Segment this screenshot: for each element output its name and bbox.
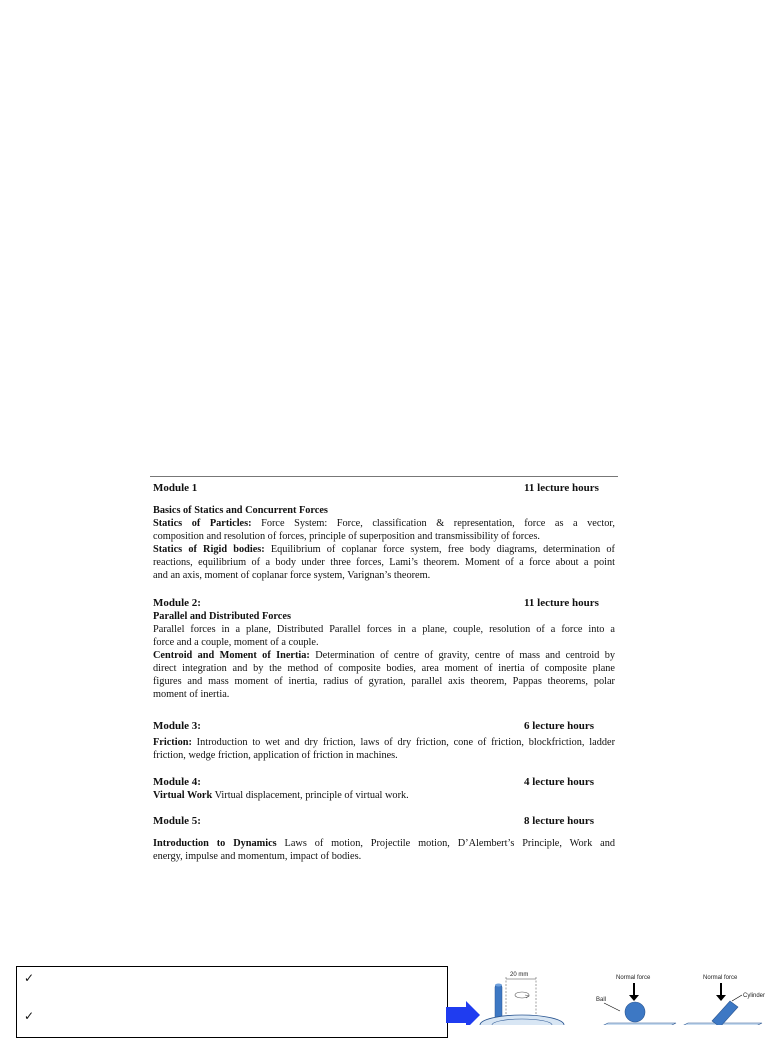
module-3-hours: 6 lecture hours xyxy=(524,720,595,732)
module-3-para-1-line-2: friction, wedge friction, application of friction in machines. xyxy=(153,750,398,761)
module-2-para-2-text: Determination of centre of gravity, centre of mass and centroid by xyxy=(315,650,616,661)
module-2-para-1-line-1: Parallel forces in a plane, Distributed Parallel forces in a plane, couple, resolution of a force into a xyxy=(153,624,615,635)
module-1-para-2-text: Equilibrium of coplanar force system, free body diagrams, determination of xyxy=(270,544,615,555)
module-1-para-2-line-2: reactions, equilibrium of a body under three forces, Lami’s theorem. Moment of a force about a point xyxy=(153,557,615,568)
module-1-hours: 11 lecture hours xyxy=(524,482,599,494)
module-2-hours: 11 lecture hours xyxy=(524,597,599,609)
checklist-box xyxy=(16,966,448,1038)
module-1-para-2-line-1 xyxy=(153,543,615,556)
cylinder-label: Cylinder xyxy=(743,993,766,999)
module-2-para-1-line-2: force and a couple, moment of a couple. xyxy=(153,637,319,648)
module-4-para-1-line-1 xyxy=(153,789,615,802)
right-arrow-icon xyxy=(446,1001,480,1025)
module-2-para-2-line-2: direct integration and by the method of composite bodies, area moment of inertia of composite plane xyxy=(153,663,615,674)
module-1-para-1-line-2: composition and resolution of forces, principle of superposition and transmissibility of forces. xyxy=(153,531,540,542)
ball-on-plate-diagram xyxy=(596,975,676,1025)
module-3-para-1-head: Friction: xyxy=(153,737,192,748)
module-4-hours: 4 lecture hours xyxy=(524,776,595,788)
module-1-para-1-head: Statics of Particles: xyxy=(153,518,252,529)
module-1 xyxy=(153,481,615,582)
module-4-para-1-text: Virtual displacement, principle of virtual work. xyxy=(214,790,409,801)
module-1-para-1-text: Force System: Force, classification & representation, force as a vector, xyxy=(261,518,615,529)
module-2-para-2-line-4: moment of inertia. xyxy=(153,689,230,700)
module-3-header xyxy=(153,719,615,733)
module-4-header xyxy=(153,775,615,789)
pin-on-disk-diagram xyxy=(480,972,564,1025)
module-4 xyxy=(153,775,615,802)
module-5-para-1-head: Introduction to Dynamics xyxy=(153,838,277,849)
module-2 xyxy=(153,596,615,701)
module-5 xyxy=(153,814,615,863)
module-5-para-1-text: Laws of motion, Projectile motion, D’Alembert’s Principle, Work and xyxy=(284,838,615,849)
module-1-para-1-line-1 xyxy=(153,517,615,530)
module-2-para-2-line-1 xyxy=(153,649,615,662)
module-3-para-1-line-1 xyxy=(153,736,615,749)
module-5-title: Module 5: xyxy=(153,815,201,827)
module-4-para-1-head: Virtual Work xyxy=(153,790,213,801)
top-rule xyxy=(150,476,618,477)
module-4-title: Module 4: xyxy=(153,776,201,788)
check-icon: ✓ xyxy=(24,1009,35,1023)
check-icon: ✓ xyxy=(24,971,35,985)
ball-label: Ball xyxy=(596,997,607,1003)
module-2-para-2-line-3: figures and mass moment of inertia, radius of gyration, parallel axis theorem, Pappas theorems, polar xyxy=(153,676,615,687)
friction-test-figure xyxy=(440,965,768,1025)
module-3-title: Module 3: xyxy=(153,720,201,732)
module-3-para-1-text: Introduction to wet and dry friction, laws of dry friction, cone of friction, blockfriction, ladder xyxy=(196,737,615,748)
module-1-para-2-head: Statics of Rigid bodies: xyxy=(153,544,265,555)
module-2-title: Module 2: xyxy=(153,597,201,609)
module-2-header xyxy=(153,596,615,610)
module-5-para-1-line-2: energy, impulse and momentum, impact of bodies. xyxy=(153,851,362,862)
normal-force-label-2: Normal force xyxy=(703,975,738,981)
cylinder-on-plate-diagram xyxy=(680,975,765,1025)
normal-force-label-1: Normal force xyxy=(616,975,651,981)
module-1-title: Module 1 xyxy=(153,482,198,494)
module-5-header xyxy=(153,814,615,828)
module-3 xyxy=(153,719,615,762)
module-2-topic: Parallel and Distributed Forces xyxy=(153,611,291,622)
module-1-para-2-line-3: and an axis, moment of coplanar force system, Varignan’s theorem. xyxy=(153,570,431,581)
module-1-header xyxy=(153,481,615,495)
dimension-label: 20 mm xyxy=(510,972,529,978)
module-2-para-2-head: Centroid and Moment of Inertia: xyxy=(153,650,310,661)
module-1-topic: Basics of Statics and Concurrent Forces xyxy=(153,505,328,516)
module-5-hours: 8 lecture hours xyxy=(524,815,595,827)
module-5-para-1-line-1 xyxy=(153,837,615,850)
